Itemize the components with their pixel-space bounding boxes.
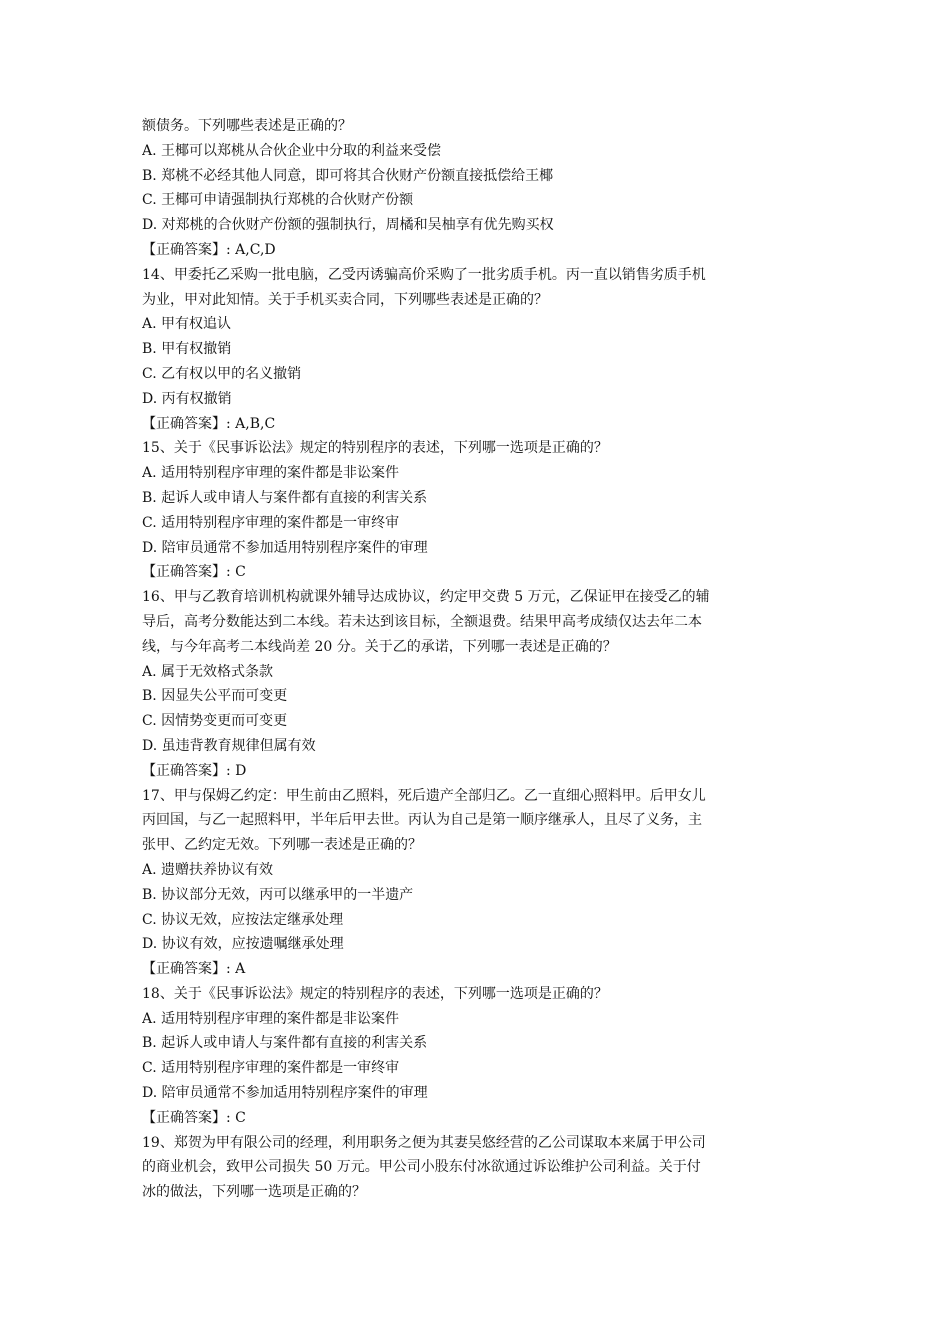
option-line: B. 郑桃不必经其他人同意，即可将其合伙财产份额直接抵偿给王椰 (142, 167, 554, 184)
option-line: D. 陪审员通常不参加适用特别程序案件的审理 (142, 1085, 428, 1102)
answer-line: 【正确答案】: A (142, 961, 246, 978)
text-line: 的商业机会，致甲公司损失 50 万元。甲公司小股东付冰欲通过诉讼维护公司利益。关于付 (142, 1159, 701, 1176)
option-line: A. 适用特别程序审理的案件都是非讼案件 (142, 1010, 400, 1027)
option-line: D. 对郑桃的合伙财产份额的强制执行，周橘和吴柚享有优先购买权 (142, 217, 554, 234)
option-line: A. 王椰可以郑桃从合伙企业中分取的利益来受偿 (142, 142, 442, 159)
text-line: 丙回国，与乙一起照料甲，半年后甲去世。丙认为自己是第一顺序继承人，且尽了义务，主 (142, 812, 702, 829)
question-line: 17、甲与保姆乙约定：甲生前由乙照料，死后遗产全部归乙。乙一直细心照料甲。后甲女儿 (142, 787, 706, 804)
option-line: C. 协议无效，应按法定继承处理 (142, 911, 344, 928)
option-line: D. 丙有权撤销 (142, 390, 232, 407)
option-line: A. 遗赠扶养协议有效 (142, 861, 274, 878)
option-line: B. 起诉人或申请人与案件都有直接的利害关系 (142, 489, 428, 506)
question-line: 14、甲委托乙采购一批电脑，乙受丙诱骗高价采购了一批劣质手机。丙一直以销售劣质手机 (142, 266, 706, 283)
answer-line: 【正确答案】: A,B,C (142, 415, 276, 432)
answer-line: 【正确答案】: C (142, 564, 246, 581)
question-line: 18、关于《民事诉讼法》规定的特别程序的表述，下列哪一选项是正确的？ (142, 985, 608, 1002)
option-line: C. 适用特别程序审理的案件都是一审终审 (142, 514, 400, 531)
question-line: 19、郑贺为甲有限公司的经理，利用职务之便为其妻吴悠经营的乙公司谋取本来属于甲公司 (142, 1134, 706, 1151)
option-line: B. 因显失公平而可变更 (142, 688, 288, 705)
option-line: A. 甲有权追认 (142, 316, 232, 333)
question-line: 15、关于《民事诉讼法》规定的特别程序的表述，下列哪一选项是正确的？ (142, 440, 608, 457)
option-line: D. 协议有效，应按遗嘱继承处理 (142, 936, 344, 953)
option-line: B. 协议部分无效，丙可以继承甲的一半遗产 (142, 886, 414, 903)
option-line: C. 乙有权以甲的名义撤销 (142, 365, 302, 382)
option-line: B. 起诉人或申请人与案件都有直接的利害关系 (142, 1035, 428, 1052)
answer-line: 【正确答案】: A,C,D (142, 241, 276, 258)
question-line: 16、甲与乙教育培训机构就课外辅导达成协议，约定甲交费 5 万元，乙保证甲在接受乙的辅 (142, 589, 710, 606)
option-line: A. 属于无效格式条款 (142, 663, 274, 680)
option-line: C. 王椰可申请强制执行郑桃的合伙财产份额 (142, 192, 414, 209)
text-line: 线，与今年高考二本线尚差 20 分。关于乙的承诺，下列哪一表述是正确的？ (142, 638, 617, 655)
option-line: A. 适用特别程序审理的案件都是非讼案件 (142, 465, 400, 482)
answer-line: 【正确答案】: D (142, 762, 247, 779)
option-line: C. 因情势变更而可变更 (142, 713, 288, 730)
option-line: B. 甲有权撤销 (142, 341, 232, 358)
text-line: 额债务。下列哪些表述是正确的？ (142, 118, 352, 134)
text-line: 为业，甲对此知情。关于手机买卖合同，下列哪些表述是正确的？ (142, 291, 548, 308)
text-line: 导后，高考分数能达到二本线。若未达到该目标，全额退费。结果甲高考成绩仅达去年二本 (142, 613, 702, 630)
answer-line: 【正确答案】: C (142, 1109, 246, 1126)
option-line: C. 适用特别程序审理的案件都是一审终审 (142, 1060, 400, 1077)
text-line: 张甲、乙约定无效。下列哪一表述是正确的？ (142, 837, 422, 854)
option-line: D. 陪审员通常不参加适用特别程序案件的审理 (142, 539, 428, 556)
option-line: D. 虽违背教育规律但属有效 (142, 737, 316, 754)
text-line: 冰的做法，下列哪一选项是正确的？ (142, 1184, 366, 1201)
document-body (142, 114, 810, 1205)
